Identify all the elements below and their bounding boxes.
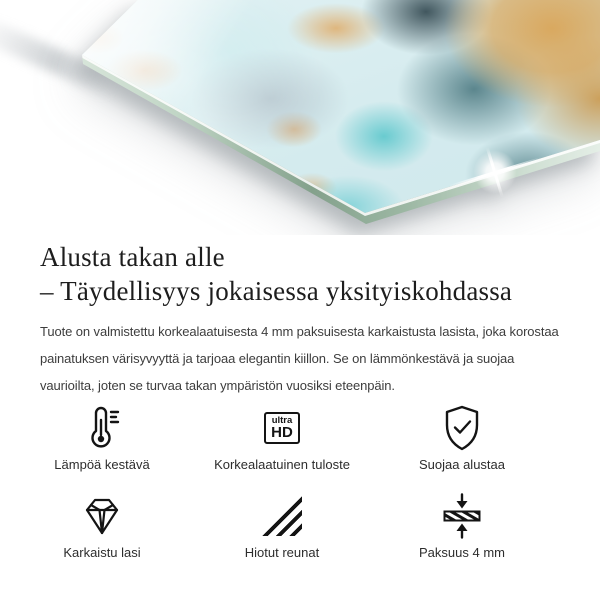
product-hero-image [0,0,600,235]
feature-label: Paksuus 4 mm [419,545,505,560]
feature-thickness [372,493,552,561]
thickness-icon [440,493,484,539]
feature-grid [12,405,552,561]
page-title-line1: Alusta takan alle [40,242,225,272]
feature-protects-surface [372,405,552,473]
feature-label: Hiotut reunat [244,545,320,560]
feature-heat-resistant [12,405,192,473]
product-description-block [0,240,600,561]
diamond-icon [78,493,126,539]
feature-label: Suojaa alustaa [418,457,505,472]
thermometer-icon [80,405,124,451]
feature-label: Karkaistu lasi [63,545,141,560]
feature-polished-edges [192,493,372,561]
feature-tempered-glass [12,493,192,561]
feature-label: Lämpöä kestävä [54,457,150,472]
feature-label: Korkealaatuinen tuloste [214,457,350,472]
glass-panel [0,0,600,235]
shield-check-icon [440,405,484,451]
polished-edges-icon [262,493,302,539]
feature-high-quality-print [192,405,372,473]
product-description: Tuote on valmistettu korkealaatuisesta 4 mm paksuisesta karkaistusta lasista, joka korostaa painatuksen värisyvyyttä ja tarjoaa elegantin kiillon. Se on lämmönkestävä ja suojaa vaurioilta, joten se turvaa takan ympäristön vuosiksi eteenpäin. [40,324,559,393]
page-title-line2: – Täydellisyys jokaisessa yksityiskohdassa [40,276,513,306]
ultra-hd-icon-text-bottom: HD [271,424,293,441]
ultra-hd-icon-text-top: ultra [271,415,293,426]
ultra-hd-icon [264,405,300,451]
page-title [40,240,570,308]
